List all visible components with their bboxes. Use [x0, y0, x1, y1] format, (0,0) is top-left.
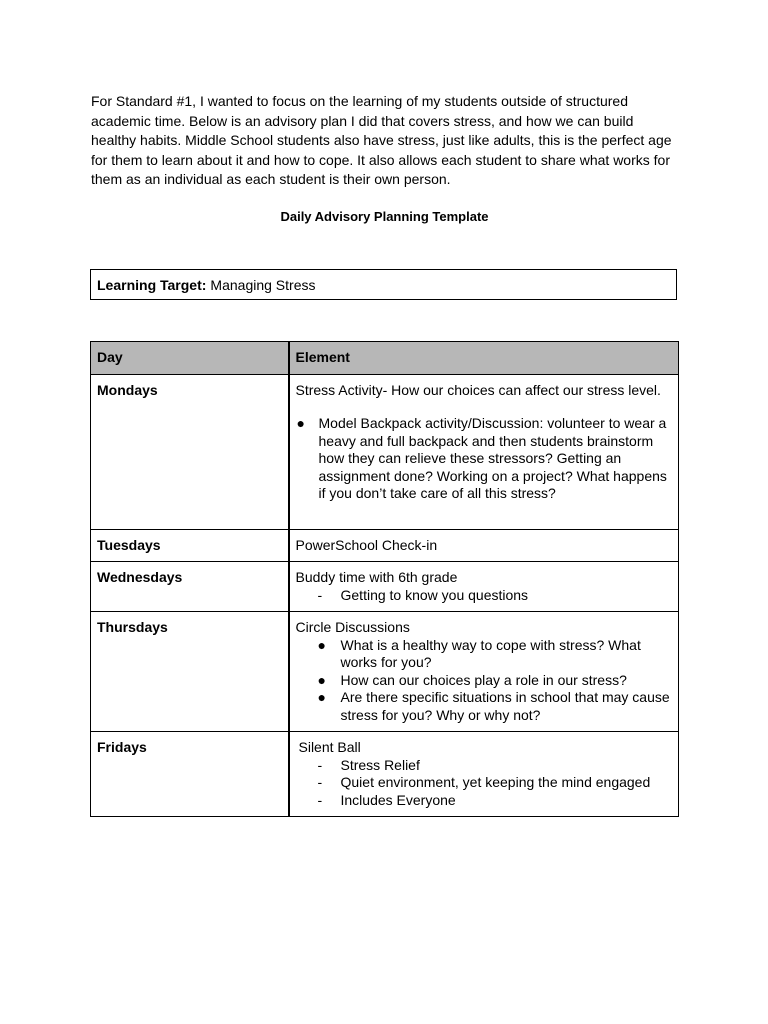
day-cell: Fridays [91, 732, 289, 817]
list-item: - Getting to know you questions [317, 586, 529, 603]
element-cell [289, 732, 679, 817]
element-list [296, 587, 673, 605]
element-title: PowerSchool Check-in [295, 536, 438, 553]
header-element: Element [289, 342, 679, 375]
table-row [91, 374, 679, 529]
element-cell [289, 562, 679, 612]
list-item: ● How can our choices play a role in our stress? [317, 671, 627, 688]
bullet-icon: ● [317, 689, 326, 705]
table-row [91, 562, 679, 612]
document-title: Daily Advisory Planning Template [280, 209, 489, 224]
table-row [91, 529, 679, 562]
learning-target-box [90, 269, 677, 300]
list-item: - Quiet environment, yet keeping the mind engaged [317, 774, 651, 790]
table-row [91, 732, 679, 817]
list-item: - Includes Everyone [317, 791, 456, 808]
day-cell: Mondays [91, 374, 289, 529]
dash-icon: - [317, 774, 323, 790]
list-item: ● Are there specific situations in school that may cause stress for you? Why or why not? [317, 689, 670, 723]
table-row [91, 612, 679, 732]
header-day: Day [91, 342, 289, 375]
dash-icon: - [317, 756, 323, 773]
element-title: Stress Activity- How our choices can affect our stress level. [295, 381, 661, 398]
day-cell: Tuesdays [91, 529, 289, 562]
bullet-icon: ● [317, 671, 326, 688]
learning-target-label: Learning Target: [97, 276, 207, 293]
element-cell [289, 612, 679, 732]
learning-target-value: Managing Stress [210, 276, 316, 293]
element-cell [289, 374, 679, 529]
advisory-plan-table [90, 341, 679, 817]
list-item: ● Model Backpack activity/Discussion: volunteer to wear a heavy and full backpack and then students brainstorm how they can relieve these stressors? Getting an assignment done? Working on a project? What happens if you don’t take care of all this stress? [296, 415, 667, 501]
list-item: - Stress Relief [317, 756, 420, 773]
intro-paragraph: For Standard #1, I wanted to focus on the learning of my students outside of structured academic time. Below is an advisory plan I did that covers stress, and how we can build healthy habits. Middle School students also have stress, just like adults, this is the perfect age for them to learn about it and how to cope. It also allows each student to share what works for them as an individual as each student is their own person. [91, 93, 672, 187]
element-list [296, 415, 673, 503]
bullet-icon: ● [296, 415, 305, 431]
element-list [296, 637, 673, 725]
list-item: ● What is a healthy way to cope with stress? What works for you? [317, 636, 641, 670]
element-title: Buddy time with 6th grade [295, 569, 458, 585]
day-cell: Thursdays [91, 612, 289, 732]
element-title: Silent Ball [298, 739, 361, 755]
element-title: Circle Discussions [295, 619, 410, 635]
element-list [296, 757, 673, 810]
element-cell [289, 529, 679, 562]
bullet-icon: ● [317, 636, 326, 653]
dash-icon: - [317, 586, 323, 603]
dash-icon: - [317, 791, 323, 808]
table-header-row [91, 342, 679, 375]
day-cell: Wednesdays [91, 562, 289, 612]
